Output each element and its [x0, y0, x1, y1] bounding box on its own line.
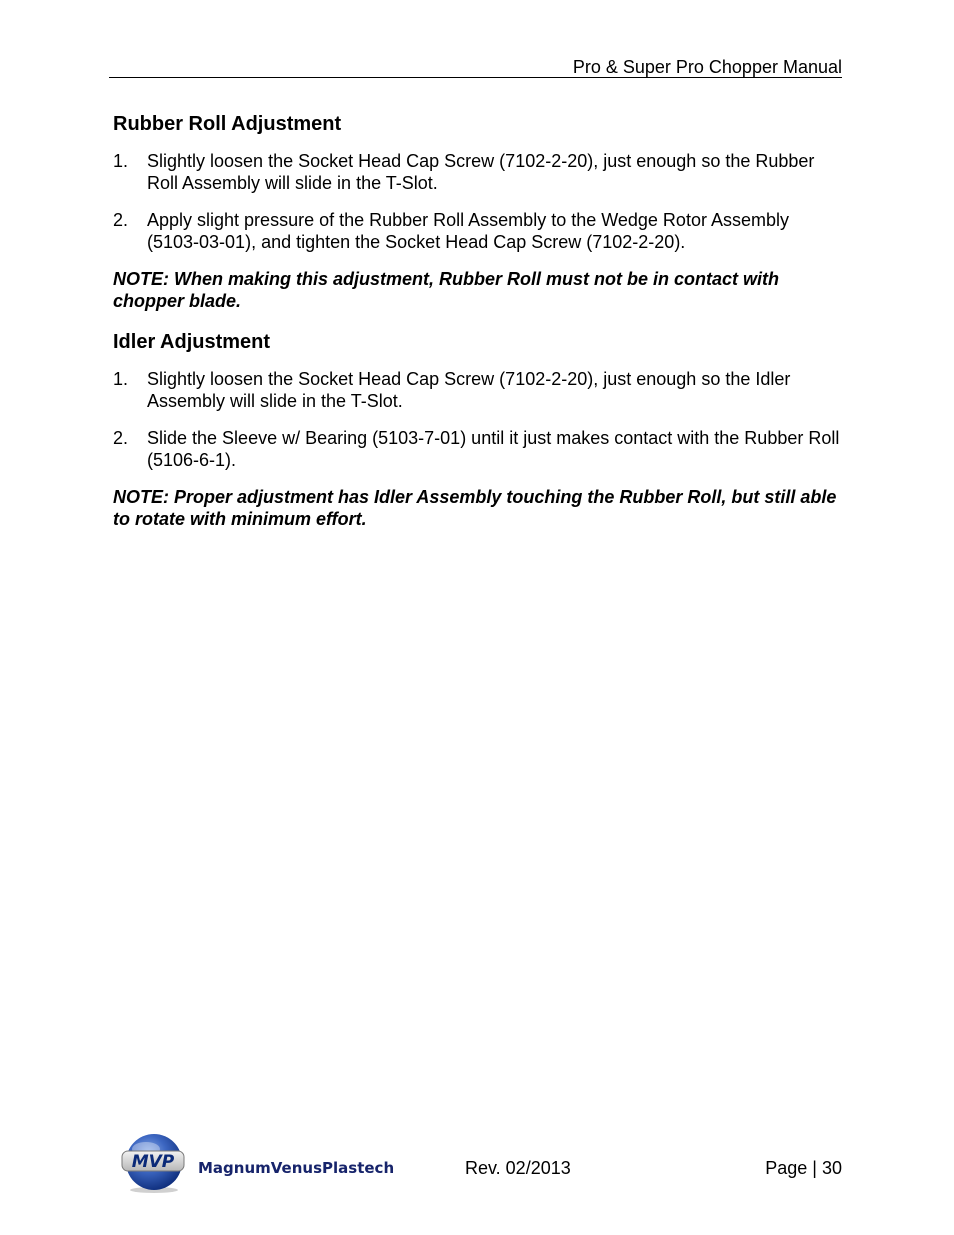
manual-title: Pro & Super Pro Chopper Manual: [572, 57, 842, 77]
section-idler-adjustment: [113, 330, 843, 530]
step-number: 2.: [113, 210, 129, 230]
step-list: [113, 150, 843, 253]
page-content: [113, 112, 843, 530]
note-text: NOTE: When making this adjustment, Rubber Roll must not be in contact with chopper blade.: [113, 269, 780, 311]
section-heading: Idler Adjustment: [113, 331, 271, 353]
step-item: [113, 427, 843, 471]
section-heading: Rubber Roll Adjustment: [113, 113, 342, 135]
step-list: [113, 368, 843, 471]
page-footer: [0, 1128, 954, 1198]
logo-mark: MVP: [131, 1152, 175, 1172]
logo-wordmark: MagnumVenusPlastech: [198, 1159, 395, 1177]
section-rubber-roll-adjustment: [113, 112, 843, 312]
mvp-logo: [118, 1131, 408, 1193]
step-item: [113, 209, 843, 253]
step-text: Apply slight pressure of the Rubber Roll Assembly to the Wedge Rotor Assembly (5103-03-01), and tighten the Socket Head Cap Screw (7102-2-20).: [147, 210, 789, 252]
step-number: 1.: [113, 369, 129, 389]
note-text: NOTE: Proper adjustment has Idler Assembly touching the Rubber Roll, but still able to rotate with minimum effort.: [113, 487, 837, 529]
step-item: [113, 368, 843, 412]
revision-date: Rev. 02/2013: [465, 1158, 571, 1178]
step-number: 2.: [113, 428, 129, 448]
page-number: Page | 30: [765, 1158, 842, 1178]
step-text: Slide the Sleeve w/ Bearing (5103-7-01) until it just makes contact with the Rubber Roll (5106-6-1).: [147, 428, 840, 470]
step-text: Slightly loosen the Socket Head Cap Screw (7102-2-20), just enough so the Idler Assembly will slide in the T-Slot.: [147, 369, 791, 411]
step-text: Slightly loosen the Socket Head Cap Screw (7102-2-20), just enough so the Rubber Roll Assembly will slide in the T-Slot.: [147, 151, 815, 193]
step-item: [113, 150, 843, 194]
header-divider: [109, 77, 842, 78]
step-number: 1.: [113, 151, 129, 171]
